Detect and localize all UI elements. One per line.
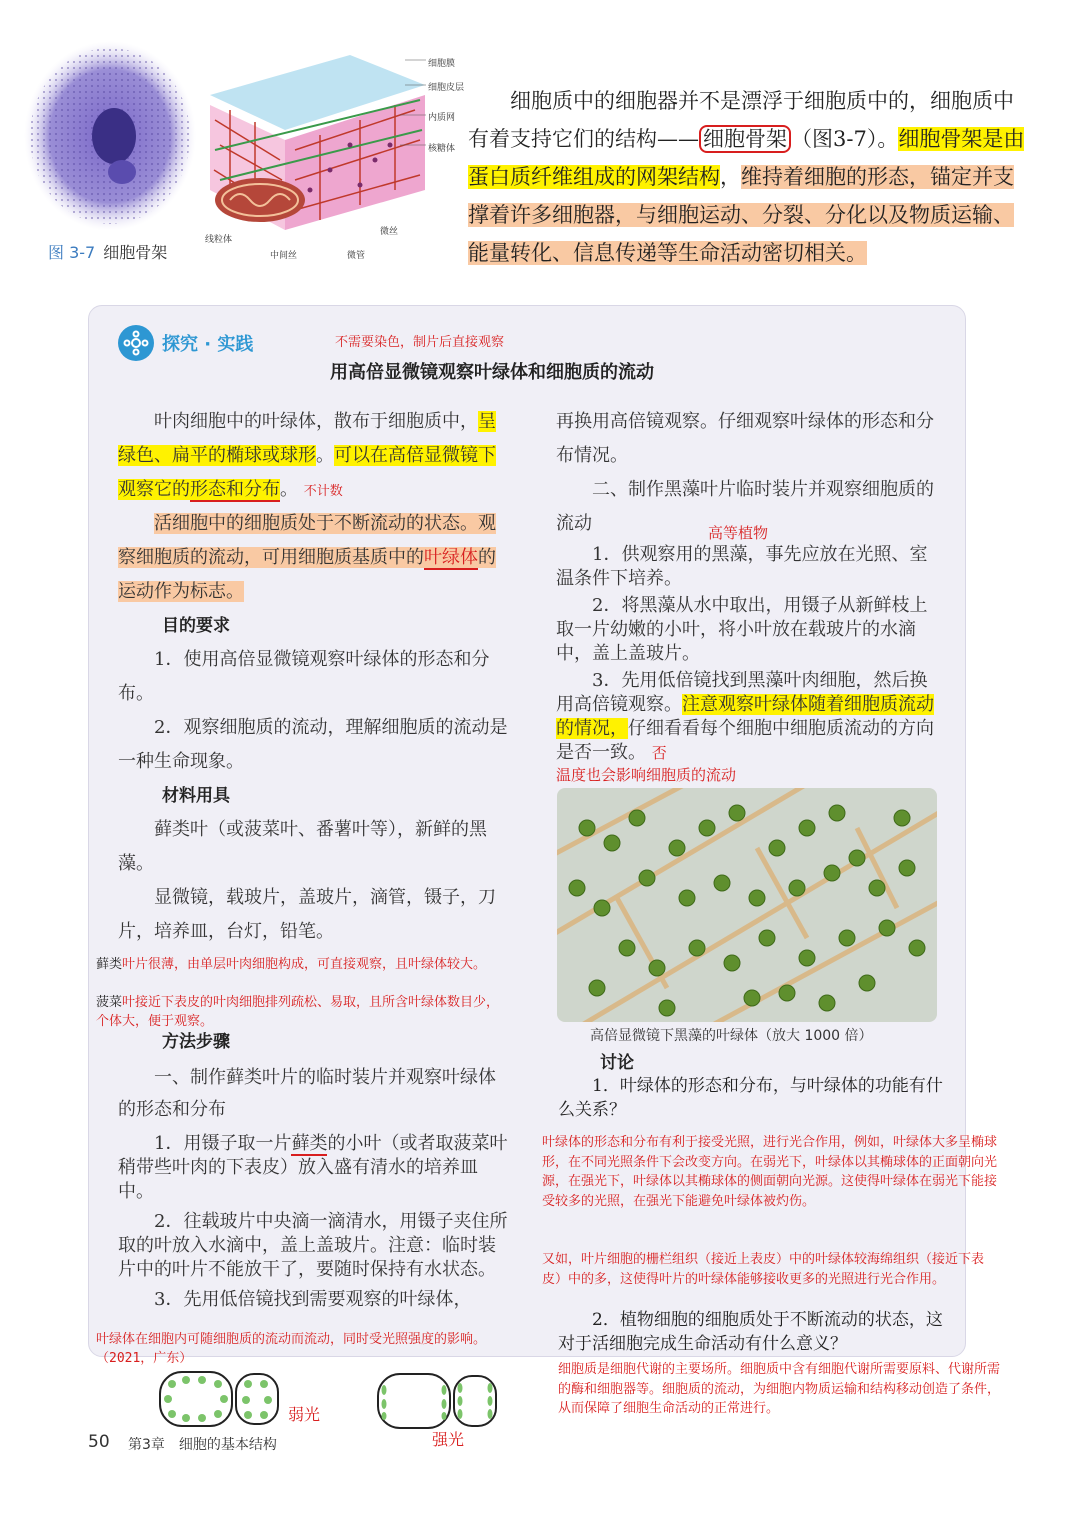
discussion-q2: 2．植物细胞的细胞质处于不断流动的状态，这对于活细胞完成生命活动有什么意义？ — [558, 1310, 943, 1354]
molecule-icon — [118, 325, 154, 361]
figure-caption — [48, 240, 167, 263]
right-column-steps — [556, 543, 944, 765]
term-cytoskeleton: 细胞骨架 — [699, 125, 791, 153]
annotation-moss: 藓类叶片很薄，由单层叶肉细胞构成，可直接观察，且叶绿体较大。 — [96, 957, 487, 972]
answer-q2: 细胞质是细胞代谢的主要场所。细胞质中含有细胞代谢所需要原料、代谢所需的酶和细胞器等。细胞质的流动，为细胞内物质运输和结构移动创造了条件，从而保障了细胞生命活动的正常进行。 — [558, 1362, 1001, 1416]
annotation-higher-plant: 高等植物 — [708, 524, 769, 542]
chloroplast-micrograph — [557, 788, 937, 1022]
label-mito: 线粒体 — [205, 235, 233, 245]
right-step-2: 二、制作黑藻叶片临时装片并观察细胞质的流动 — [556, 479, 934, 534]
strong-light-cells — [376, 1372, 501, 1434]
figure-number: 图 3-7 — [48, 243, 96, 262]
cytoskeleton-diagram — [200, 50, 450, 255]
right-step-2-1: 1．供观察用的黑藻，事先应放在光照、室温条件下培养。 — [556, 544, 928, 589]
label-strong-light: 强光 — [432, 1430, 465, 1449]
label-ribosome: 核糖体 — [428, 144, 456, 154]
left-column-methods — [118, 1030, 508, 1312]
annotation-temperature: 温度也会影响细胞质的流动 — [556, 766, 737, 784]
left-column — [118, 405, 508, 949]
cell-micrograph — [18, 36, 196, 232]
figure-caption-text: 细胞骨架 — [103, 243, 168, 262]
answer-q1: 叶绿体的形态和分布有利于接受光照，进行光合作用，例如，叶绿体大多呈椭球形，在不同光照条件下会改变方向。在弱光下，叶绿体以其椭球体的正面朝向光源，在强光下，叶绿体以其椭球体的侧面朝向光源。这使得叶绿体在弱光下能接受较多的光照，在强光下能避免叶绿体被灼伤。 — [542, 1135, 998, 1209]
annotation-no-stain: 不需要染色，制片后直接观察 — [335, 335, 505, 350]
method-step-1-2: 2．往载玻片中央滴一滴清水，用镊子夹住所取的叶放入水滴中，盖上盖玻片。注意：临时装片中的叶片不能放干了，要随时保持有水状态。 — [118, 1211, 508, 1280]
heading-goals: 目的要求 — [162, 616, 230, 636]
label-er: 内质网 — [428, 113, 456, 123]
right-column — [556, 405, 946, 541]
label-mt: 微管 — [347, 251, 366, 261]
paragraph-cytoplasm-flow: 活细胞中的细胞质处于不断流动的状态。观察细胞质的流动，可用细胞质基质中的叶绿体的运动作为标志。 — [118, 513, 496, 602]
right-step-continue: 再换用高倍镜观察。仔细观察叶绿体的形态和分布情况。 — [556, 411, 934, 466]
materials-2: 显微镜，载玻片，盖玻片，滴管，镊子，刀片，培养皿，台灯，铅笔。 — [118, 887, 496, 942]
heading-materials: 材料用具 — [162, 786, 230, 806]
annotation-spinach: 菠菜叶接近下表皮的叶肉细胞排列疏松、易取，且所含叶绿体数目少，个体大，便于观察。 — [96, 995, 500, 1029]
micrograph-caption: 高倍显微镜下黑藻的叶绿体（放大 1000 倍） — [590, 1028, 873, 1044]
label-weak-light: 弱光 — [288, 1405, 321, 1424]
box-title: 用高倍显微镜观察叶绿体和细胞质的流动 — [330, 362, 654, 383]
label-if: 中间丝 — [270, 251, 298, 261]
heading-methods: 方法步骤 — [162, 1032, 230, 1052]
materials-1: 藓类叶（或菠菜叶、番薯叶等），新鲜的黑藻。 — [118, 819, 487, 874]
right-step-2-2: 2．将黑藻从水中取出，用镊子从新鲜枝上取一片幼嫩的小叶，将小叶放在载玻片的水滴中，盖上盖玻片。 — [556, 595, 928, 664]
heading-discussion: 讨论 — [600, 1053, 634, 1073]
annotation-light-effect: 叶绿体在细胞内可随细胞质的流动而流动，同时受光照强度的影响。（2021，广东） — [96, 1332, 487, 1366]
explore-label: 探究 · 实践 — [162, 334, 254, 355]
answer-q1-example: 又如，叶片细胞的栅栏组织（接近上表皮）中的叶绿体较海绵组织（接近下表皮）中的多，这使得叶片的叶绿体能够接收更多的光照进行光合作用。 — [542, 1252, 985, 1287]
label-mf: 微丝 — [380, 227, 399, 237]
page-number: 50 — [88, 1432, 110, 1452]
method-step-1-1: 1．用镊子取一片藓类的小叶（或者取菠菜叶稍带些叶肉的下表皮）放入盛有清水的培养皿中。 — [118, 1133, 508, 1202]
label-cortex: 细胞皮层 — [428, 83, 465, 93]
label-membrane: 细胞膜 — [428, 59, 456, 69]
chapter-title: 第3章 细胞的基本结构 — [128, 1437, 277, 1453]
top-paragraph: 细胞质中的细胞器并不是漂浮于细胞质中的，细胞质中有着支持它们的结构—— 细胞骨架 （图3-7）。细胞骨架是由蛋白质纤维组成的网架结构，维持着细胞的形态，锚定并支撑着许多细胞器，与细胞运动、分裂、分化以及物质运输、能量转化、信息传递等生命活动密切相关。 — [468, 89, 1025, 265]
discussion-q1: 1．叶绿体的形态和分布，与叶绿体的功能有什么关系？ — [558, 1076, 943, 1120]
weak-light-cells — [158, 1370, 283, 1432]
explore-header — [118, 325, 253, 361]
right-step-2-3: 3．先用低倍镜找到黑藻叶肉细胞，然后换用高倍镜观察。注意观察叶绿体随着细胞质流动的情况，仔细看看每个细胞中细胞质流动的方向是否一致。 否 — [556, 670, 934, 763]
goal-2: 2．观察细胞质的流动，理解细胞质的流动是一种生命现象。 — [118, 717, 508, 772]
goal-1: 1．使用高倍显微镜观察叶绿体的形态和分布。 — [118, 649, 490, 704]
method-step-1: 一、制作藓类叶片的临时装片并观察叶绿体的形态和分布 — [118, 1067, 496, 1120]
paragraph-chloroplast: 叶肉细胞中的叶绿体，散布于细胞质中，呈绿色、扁平的椭球或球形。可以在高倍显微镜下观察它的形态和分布。 不计数 — [118, 411, 496, 500]
method-step-1-3: 3．先用低倍镜找到需要观察的叶绿体， — [154, 1289, 472, 1310]
annotation-no-count: 不计数 — [303, 484, 343, 499]
